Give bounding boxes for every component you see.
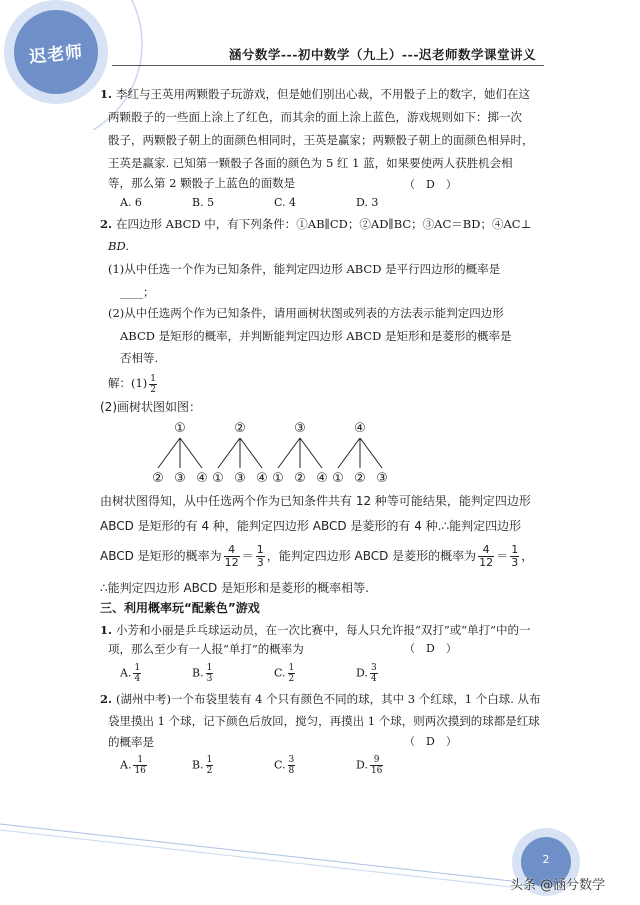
page-header-title: 涵兮数学---初中数学（九上）---迟老师数学课堂讲义 bbox=[228, 47, 536, 62]
tree-branch bbox=[240, 438, 262, 468]
q2-line-1: 在四边形 ABCD 中，有下列条件：①AB∥CD；②AD∥BC；③AC＝BD；④AC⊥ bbox=[116, 217, 532, 231]
s3q1-line-2: 项，那么至少有一人报“单打”的概率为 bbox=[108, 642, 304, 656]
tree-branch bbox=[218, 438, 240, 468]
conclusion-line-1: 由树状图得知，从中任选两个作为已知条件共有 12 种等可能结果，能判定四边形 bbox=[100, 494, 531, 508]
q1-choice-b: B. 5 bbox=[192, 196, 215, 209]
q1-line-2: 两颗骰子的一些面上涂上了红色，而其余的面上涂上蓝色，游戏规则如下：掷一次 bbox=[108, 110, 522, 124]
tree-branch bbox=[180, 438, 202, 468]
tree-branch bbox=[360, 438, 382, 468]
tree-leaf: ② bbox=[152, 471, 164, 486]
tree-leaf: ④ bbox=[256, 471, 268, 486]
s3q2-line-3: 的概率是 bbox=[108, 735, 154, 749]
tree-leaf: ③ bbox=[174, 471, 186, 486]
s3q2-choice-b: B. $\frac{1}{2}$ bbox=[192, 755, 213, 776]
tree-branch bbox=[338, 438, 360, 468]
tree-diagram bbox=[140, 416, 400, 492]
conclusion-3b: ，能判定四边形 ABCD 是菱形的概率为 bbox=[266, 549, 477, 563]
q1-number: 1. bbox=[100, 87, 113, 101]
s3q2-choice-a: A. $\frac{1}{16}$ bbox=[120, 755, 146, 776]
tree-leaf: ① bbox=[212, 471, 224, 486]
s3q1-choice-a: A. $\frac{1}{4}$ bbox=[120, 663, 141, 684]
q2-part2-b: ABCD 是矩形的概率，并判断能判定四边形 ABCD 是矩形和是菱形的概率是 bbox=[120, 329, 512, 343]
section-3-title: 三、利用概率玩“配紫色”游戏 bbox=[100, 601, 260, 615]
equals-sign-2: ＝ bbox=[496, 549, 509, 563]
q1-answer: （ D ） bbox=[404, 178, 457, 191]
tree-branch bbox=[278, 438, 300, 468]
tree-leaf: ③ bbox=[234, 471, 246, 486]
solution-fraction: $\frac{1}{2}$ bbox=[150, 373, 157, 395]
q1-choice-c: C. 4 bbox=[274, 196, 297, 209]
s3q2-choice-c: C. $\frac{3}{8}$ bbox=[274, 755, 295, 776]
header-rule bbox=[112, 65, 544, 66]
tree-root-3: ③ bbox=[294, 421, 306, 436]
solution-prefix: 解：(1) bbox=[108, 376, 148, 390]
tree-leaf: ① bbox=[272, 471, 284, 486]
fraction-rhombus-a: $\frac{4}{12}$ bbox=[479, 543, 494, 569]
q2-part1-a: (1)从中任选一个作为已知条件，能判定四边形 ABCD 是平行四边形的概率是 bbox=[108, 262, 501, 276]
q2-part1-b: ____； bbox=[120, 285, 155, 299]
tree-leaf: ① bbox=[332, 471, 344, 486]
watermark: 头条 @涵兮数学 bbox=[510, 878, 606, 893]
tree-root-4: ④ bbox=[354, 421, 366, 436]
tree-root-1: ① bbox=[174, 421, 186, 436]
teacher-badge: 迟老师 bbox=[28, 42, 85, 68]
s3q1-number: 1. bbox=[100, 623, 113, 637]
conclusion-3a: ABCD 是矩形的概率为 bbox=[100, 549, 222, 563]
s3q1-answer: （ D ） bbox=[404, 642, 457, 655]
q2-solution-label bbox=[108, 372, 159, 395]
q1-line-5: 等，那么第 2 颗骰子上蓝色的面数是 bbox=[108, 176, 296, 190]
q1-choice-a: A. 6 bbox=[120, 196, 142, 209]
conclusion-line-2: ABCD 是矩形的有 4 种，能判定四边形 ABCD 是菱形的有 4 种.∴能判定四边形 bbox=[100, 519, 522, 533]
q2-part2-c: 否相等. bbox=[120, 351, 159, 365]
s3q1-choice-c: C. $\frac{1}{2}$ bbox=[274, 663, 295, 684]
tree-root-2: ② bbox=[234, 421, 246, 436]
fraction-rect-a: $\frac{4}{12}$ bbox=[224, 543, 239, 569]
q2-part2-a: (2)从中任选两个作为已知条件，请用画树状图或列表的方法表示能判定四边形 bbox=[108, 306, 504, 320]
q1-line-1: 李红与王英用两颗骰子玩游戏，但是她们别出心裁，不用骰子上的数字，她们在这 bbox=[116, 87, 530, 101]
tree-diagram-label: (2)画树状图如图： bbox=[100, 400, 201, 414]
q1-line-3: 骰子，两颗骰子朝上的面颜色相同时，王英是赢家；两颗骰子朝上的面颜色相异时， bbox=[108, 133, 534, 147]
s3q2-line-2: 袋里摸出 1 个球，记下颜色后放回，搅匀，再摸出 1 个球，则两次摸到的球都是红球 bbox=[108, 714, 540, 728]
page-number: 2 bbox=[542, 853, 550, 866]
s3q1-line-1: 小芳和小丽是乒乓球运动员，在一次比赛中，每人只允许报“双打”或“单打”中的一 bbox=[116, 623, 531, 637]
fraction-rect-b: $\frac{1}{3}$ bbox=[256, 543, 264, 569]
tree-leaf: ④ bbox=[196, 471, 208, 486]
conclusion-line-4: ∴能判定四边形 ABCD 是矩形和是菱形的概率相等. bbox=[100, 581, 369, 595]
tree-leaf: ③ bbox=[376, 471, 388, 486]
tree-leaf: ② bbox=[294, 471, 306, 486]
fraction-rhombus-b: $\frac{1}{3}$ bbox=[511, 543, 519, 569]
s3q2-choice-d: D. $\frac{9}{16}$ bbox=[356, 755, 383, 776]
tree-leaf: ② bbox=[354, 471, 366, 486]
equals-sign-1: ＝ bbox=[241, 549, 254, 563]
q2-number: 2. bbox=[100, 217, 113, 231]
tree-branch bbox=[158, 438, 180, 468]
q2-line-1b: BD. bbox=[108, 239, 129, 253]
q1-line-4: 王英是赢家. 已知第一颗骰子各面的颜色为 5 红 1 蓝，如果要使两人获胜机会相 bbox=[108, 156, 513, 170]
tree-branch bbox=[300, 438, 322, 468]
s3q1-choice-d: D. $\frac{3}{4}$ bbox=[356, 663, 377, 684]
conclusion-3c: ， bbox=[521, 549, 534, 563]
s3q2-line-1: (湖州中考)一个布袋里装有 4 个只有颜色不同的球，其中 3 个红球，1 个白球. 从布 bbox=[116, 692, 541, 706]
s3q1-choice-b: B. $\frac{1}{3}$ bbox=[192, 663, 213, 684]
tree-leaf: ④ bbox=[316, 471, 328, 486]
s3q2-number: 2. bbox=[100, 692, 113, 706]
s3q2-answer: （ D ） bbox=[404, 735, 457, 748]
q1-choice-d: D. 3 bbox=[356, 196, 379, 209]
conclusion-line-3 bbox=[100, 544, 533, 569]
